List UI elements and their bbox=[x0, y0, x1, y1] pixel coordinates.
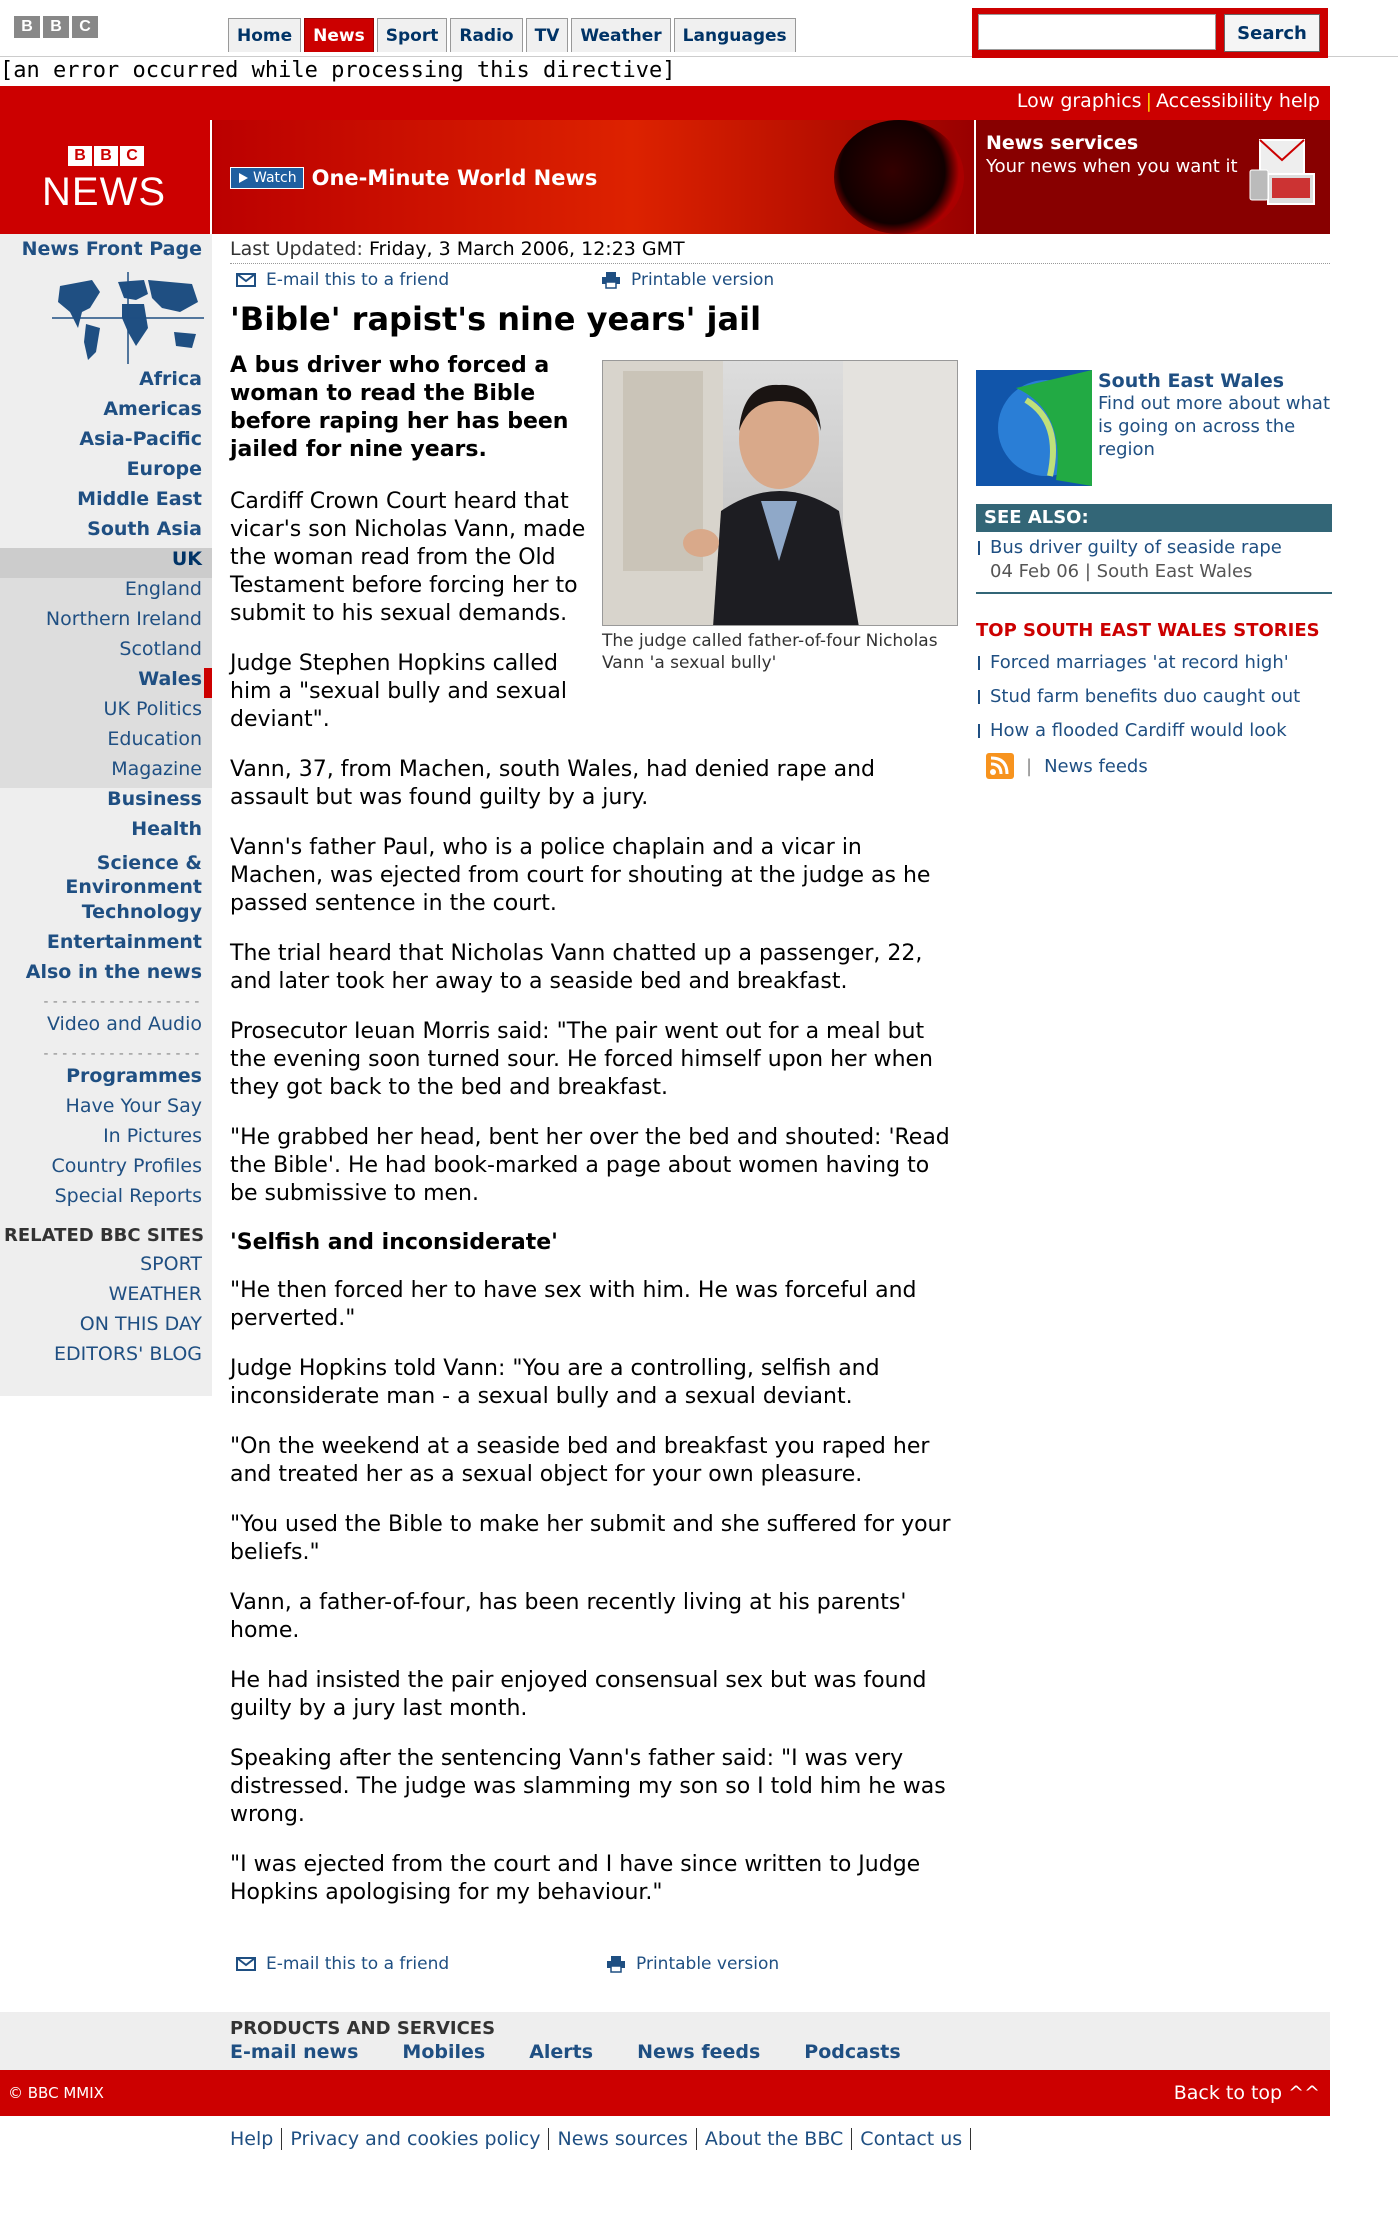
see-also-header: SEE ALSO: bbox=[976, 504, 1332, 532]
separator: | bbox=[1084, 561, 1091, 582]
bbc-logo-letter: B bbox=[68, 146, 92, 166]
subheading: 'Selfish and inconsiderate' bbox=[230, 1230, 558, 1255]
nav-news-front-page[interactable]: News Front Page bbox=[21, 238, 202, 260]
person-photo-icon bbox=[603, 361, 958, 626]
watch-one-minute-news[interactable] bbox=[230, 166, 597, 190]
nav-northern-ireland[interactable]: Northern Ireland bbox=[0, 608, 212, 638]
news-services-promo[interactable] bbox=[974, 120, 1330, 234]
news-services-title: News services bbox=[986, 132, 1139, 154]
devices-icon bbox=[1246, 134, 1322, 214]
see-also-section: South East Wales bbox=[1096, 561, 1253, 582]
intro: A bus driver who forced a woman to read the Bible before raping her has been jailed for nine years. bbox=[230, 353, 569, 462]
email-to-friend-link[interactable] bbox=[230, 1954, 600, 1974]
divider: ----------------- bbox=[41, 994, 202, 1010]
bbc-logo-letter: B bbox=[94, 146, 118, 166]
printable-version-link[interactable] bbox=[600, 1954, 970, 1974]
paragraph: "I was ejected from the court and I have since written to Judge Hopkins apologising for my behaviour." bbox=[230, 1852, 921, 1905]
bbc-logo[interactable] bbox=[14, 16, 98, 38]
paragraph: "On the weekend at a seaside bed and breakfast you raped her and treated her as a sexual object for your own pleasure. bbox=[230, 1434, 930, 1487]
nav-related-sport[interactable]: SPORT bbox=[140, 1253, 202, 1275]
search-button[interactable]: Search bbox=[1224, 14, 1320, 52]
product-mobiles[interactable]: Mobiles bbox=[402, 2041, 486, 2063]
article-tools-top bbox=[230, 264, 960, 296]
top-bar bbox=[0, 0, 1398, 57]
search-box bbox=[972, 8, 1328, 58]
paragraph: He had insisted the pair enjoyed consensual sex but was found guilty by a jury last month. bbox=[230, 1668, 927, 1721]
nav-programmes[interactable]: Programmes bbox=[66, 1065, 202, 1087]
paragraph: "He grabbed her head, bent her over the bed and shouted: 'Read the Bible'. He had book-marked a page about women having to be submissive to men. bbox=[230, 1125, 950, 1206]
article-tools-bottom bbox=[230, 1948, 970, 1980]
last-updated-label: Last Updated: bbox=[230, 238, 363, 260]
product-alerts[interactable]: Alerts bbox=[529, 2041, 594, 2063]
region-description[interactable]: Find out more about what is going on across the region bbox=[1098, 393, 1331, 460]
copyright: © BBC MMIX bbox=[8, 2084, 104, 2102]
divider: ----------------- bbox=[41, 1046, 202, 1062]
nav-scotland[interactable]: Scotland bbox=[0, 638, 212, 668]
nav-technology[interactable]: Technology bbox=[81, 901, 202, 923]
play-icon bbox=[237, 172, 249, 184]
products-header: PRODUCTS AND SERVICES bbox=[230, 2018, 496, 2039]
last-updated bbox=[230, 234, 1330, 264]
nav-related-editors-blog[interactable]: EDITORS' BLOG bbox=[54, 1343, 202, 1365]
contact-us-link[interactable]: Contact us bbox=[852, 2128, 971, 2150]
accessibility-help-link[interactable]: Accessibility help bbox=[1155, 90, 1320, 112]
tab-tv[interactable]: TV bbox=[526, 18, 569, 52]
nav-entertainment[interactable]: Entertainment bbox=[46, 931, 202, 953]
paragraph: "You used the Bible to make her submit and she suffered for your beliefs." bbox=[230, 1512, 951, 1565]
printable-version-link[interactable] bbox=[595, 270, 960, 290]
news-feeds-link[interactable]: News feeds bbox=[1044, 755, 1148, 777]
low-graphics-link[interactable]: Low graphics bbox=[1016, 90, 1142, 112]
article-photo bbox=[602, 360, 958, 674]
utility-bar bbox=[0, 86, 1330, 120]
separator: | bbox=[1145, 90, 1152, 112]
globe-graphic bbox=[834, 120, 964, 234]
news-sources-link[interactable]: News sources bbox=[549, 2128, 696, 2150]
nav-health[interactable]: Health bbox=[131, 818, 202, 840]
product-podcasts[interactable]: Podcasts bbox=[804, 2041, 901, 2063]
rss-icon[interactable] bbox=[986, 753, 1014, 779]
nav-have-your-say[interactable]: Have Your Say bbox=[65, 1095, 202, 1117]
world-map-icon[interactable] bbox=[52, 272, 204, 364]
region-title[interactable]: South East Wales bbox=[1098, 370, 1285, 392]
top-nav bbox=[228, 18, 796, 52]
see-also-date: 04 Feb 06 bbox=[990, 561, 1080, 582]
email-to-friend-link[interactable] bbox=[230, 270, 595, 290]
region-thumbnail-icon bbox=[976, 370, 1092, 486]
bbc-logo-letter: C bbox=[120, 146, 144, 166]
email-link-text: E-mail this to a friend bbox=[266, 270, 450, 290]
last-updated-value: Friday, 3 March 2006, 12:23 GMT bbox=[368, 238, 685, 260]
legal-links bbox=[230, 2128, 971, 2150]
watch-button[interactable] bbox=[230, 167, 304, 189]
tab-news[interactable]: News bbox=[304, 18, 374, 52]
paragraph: Speaking after the sentencing Vann's father said: "I was very distressed. The judge was slamming my son so I told him he was wrong. bbox=[230, 1746, 946, 1827]
product-news-feeds[interactable]: News feeds bbox=[637, 2041, 761, 2063]
nav-middle-east[interactable]: Middle East bbox=[77, 488, 202, 510]
tab-radio[interactable]: Radio bbox=[450, 18, 522, 52]
email-link-text: E-mail this to a friend bbox=[266, 1954, 450, 1974]
envelope-icon bbox=[236, 273, 256, 287]
about-bbc-link[interactable]: About the BBC bbox=[697, 2128, 852, 2150]
nav-business[interactable]: Business bbox=[107, 788, 202, 810]
printer-icon bbox=[606, 1955, 626, 1973]
south-east-wales-promo[interactable] bbox=[976, 370, 1332, 486]
headline: 'Bible' rapist's nine years' jail bbox=[230, 300, 762, 338]
nav-uk-politics[interactable]: UK Politics bbox=[0, 698, 212, 728]
bbc-logo-letter: B bbox=[43, 16, 69, 38]
printer-icon bbox=[601, 271, 621, 289]
watch-label: Watch bbox=[253, 170, 297, 186]
nav-related-on-this-day[interactable]: ON THIS DAY bbox=[79, 1313, 202, 1335]
bbc-news-logo[interactable] bbox=[0, 120, 212, 234]
paragraph: Vann, 37, from Machen, south Wales, had denied rape and assault but was found guilty by a jury. bbox=[230, 757, 876, 810]
top-story-link[interactable]: Stud farm benefits duo caught out bbox=[976, 685, 1332, 709]
nav-england[interactable]: England bbox=[0, 578, 212, 608]
paragraph: Vann's father Paul, who is a police chaplain and a vicar in Machen, was ejected from court for shouting at the judge as he passed sentence in the court. bbox=[230, 835, 931, 916]
paragraph: Prosecutor Ieuan Morris said: "The pair went out for a meal but the evening soon turned sour. He forced himself upon her when they got back to the bed and breakfast. bbox=[230, 1019, 934, 1100]
news-banner bbox=[0, 120, 1330, 234]
tab-sport[interactable]: Sport bbox=[377, 18, 448, 52]
left-navigation bbox=[0, 234, 212, 1396]
nav-education[interactable]: Education bbox=[0, 728, 212, 758]
nav-uk[interactable]: UK bbox=[0, 548, 212, 578]
nav-video-and-audio[interactable]: Video and Audio bbox=[46, 1013, 202, 1035]
nav-related-weather[interactable]: WEATHER bbox=[108, 1283, 202, 1305]
nav-in-pictures[interactable]: In Pictures bbox=[103, 1125, 202, 1147]
related-sites-header: RELATED BBC SITES bbox=[4, 1225, 205, 1246]
news-wordmark: NEWS bbox=[42, 170, 166, 214]
nav-wales[interactable]: Wales bbox=[0, 668, 212, 698]
privacy-link[interactable]: Privacy and cookies policy bbox=[282, 2128, 549, 2150]
nav-environment[interactable]: Environment bbox=[65, 876, 202, 898]
nav-country-profiles[interactable]: Country Profiles bbox=[51, 1155, 202, 1177]
right-column bbox=[976, 370, 1332, 779]
news-feeds bbox=[976, 753, 1332, 779]
nav-magazine[interactable]: Magazine bbox=[0, 758, 212, 788]
products-and-services bbox=[0, 2012, 1330, 2070]
bbc-logo-letter: B bbox=[14, 16, 40, 38]
top-story-link[interactable]: How a flooded Cardiff would look bbox=[976, 719, 1332, 743]
print-link-text: Printable version bbox=[631, 270, 775, 290]
paragraph: "He then forced her to have sex with him. He was forceful and perverted." bbox=[230, 1278, 917, 1331]
print-link-text: Printable version bbox=[636, 1954, 780, 1974]
search-input[interactable] bbox=[978, 14, 1216, 50]
photo-caption: The judge called father-of-four Nicholas Vann 'a sexual bully' bbox=[602, 631, 938, 673]
news-services-text: Your news when you want it bbox=[986, 156, 1238, 177]
paragraph: Judge Stephen Hopkins called him a "sexual bully and sexual deviant". bbox=[230, 651, 567, 732]
nav-europe[interactable]: Europe bbox=[126, 458, 202, 480]
footer-bar bbox=[0, 2070, 1330, 2116]
see-also-link[interactable]: Bus driver guilty of seaside rape bbox=[976, 536, 1332, 560]
separator: | bbox=[1026, 755, 1033, 777]
paragraph: Vann, a father-of-four, has been recently living at his parents' home. bbox=[230, 1590, 907, 1643]
paragraph: The trial heard that Nicholas Vann chatted up a passenger, 22, and later took her away to a seaside bed and breakfast. bbox=[230, 941, 923, 994]
nav-asia-pacific[interactable]: Asia-Pacific bbox=[79, 428, 202, 450]
top-stories-header: TOP SOUTH EAST WALES STORIES bbox=[976, 620, 1320, 641]
tab-languages[interactable]: Languages bbox=[674, 18, 796, 52]
article bbox=[230, 234, 960, 1929]
top-story-link[interactable]: Forced marriages 'at record high' bbox=[976, 651, 1332, 675]
nav-south-asia[interactable]: South Asia bbox=[87, 518, 202, 540]
tab-weather[interactable]: Weather bbox=[571, 18, 670, 52]
envelope-icon bbox=[236, 1957, 256, 1971]
bbc-logo-letter: C bbox=[72, 16, 98, 38]
watch-title[interactable]: One-Minute World News bbox=[311, 166, 598, 190]
paragraph: Judge Hopkins told Vann: "You are a controlling, selfish and inconsiderate man - a sexual bully and a sexual deviant. bbox=[230, 1356, 880, 1409]
tab-home[interactable]: Home bbox=[228, 18, 301, 52]
nav-special-reports[interactable]: Special Reports bbox=[54, 1185, 202, 1207]
help-link[interactable]: Help bbox=[230, 2128, 282, 2150]
product-email-news[interactable]: E-mail news bbox=[230, 2041, 359, 2063]
back-to-top-link[interactable]: Back to top ^^ bbox=[1173, 2082, 1320, 2104]
nav-africa[interactable]: Africa bbox=[139, 368, 202, 390]
see-also-meta bbox=[976, 560, 1332, 594]
nav-americas[interactable]: Americas bbox=[103, 398, 202, 420]
photo-image bbox=[602, 360, 958, 626]
world-news-promo bbox=[214, 120, 974, 234]
nav-also-in-the-news[interactable]: Also in the news bbox=[25, 961, 202, 983]
paragraph: Cardiff Crown Court heard that vicar's son Nicholas Vann, made the woman read from the Old Testament before forcing her to submit to his sexual demands. bbox=[230, 489, 586, 626]
nav-science[interactable]: Science & bbox=[96, 852, 202, 874]
error-message: [an error occurred while processing this directive] bbox=[0, 58, 676, 83]
